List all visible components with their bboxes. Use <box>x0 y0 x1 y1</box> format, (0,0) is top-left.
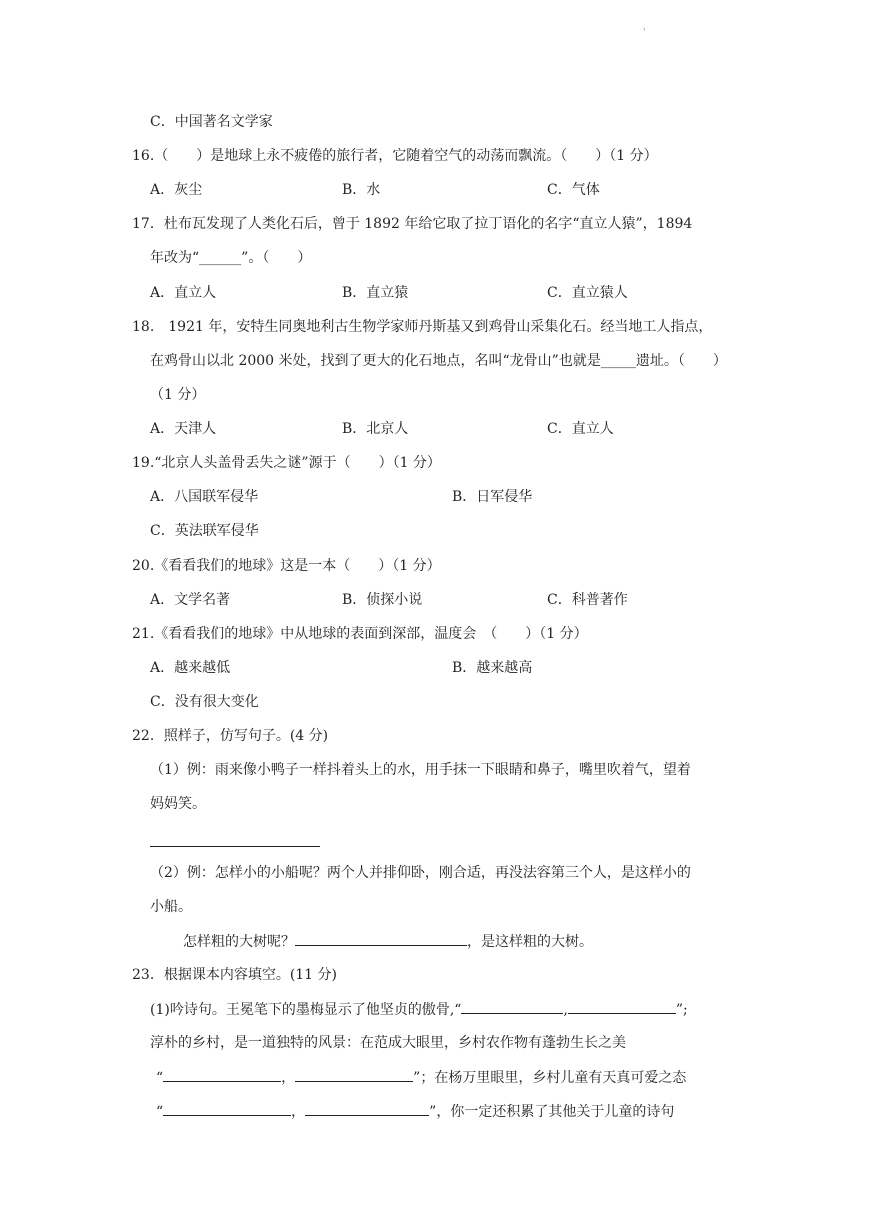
q23-line1-suffix: ”; <box>675 1002 688 1018</box>
q22-part2-prompt: 怎样粗的大树呢？ <box>183 934 295 950</box>
q23-blank-3[interactable] <box>163 1067 281 1082</box>
q20-stem: 20.《看看我们的地球》这是一本（ ）（1 分） <box>132 558 441 574</box>
q20-option-b[interactable]: B．侦探小说 <box>342 592 423 608</box>
q23-blank-4[interactable] <box>295 1067 413 1082</box>
q23-blank-1[interactable] <box>461 999 563 1014</box>
q21-option-a[interactable]: A．越来越低 <box>150 660 231 676</box>
q17-stem-line1: 17．杜布瓦发现了人类化石后，曾于 1892 年给它取了拉丁语化的名字“直立人猿”，1894 <box>132 216 693 232</box>
q17-stem-line2: 年改为“______”。（ ） <box>150 250 312 266</box>
q16-option-b[interactable]: B．水 <box>342 182 381 198</box>
q23-line1 <box>150 999 688 1020</box>
q19-option-b[interactable]: B．日军侵华 <box>452 489 533 505</box>
q19-option-c[interactable]: C．英法联军侵华 <box>150 523 259 539</box>
q23-line4 <box>156 1101 674 1122</box>
q18-stem-line2: 在鸡骨山以北 2000 米处，找到了更大的化石地点，名叫“龙骨山”也就是_____遗址。（ ） <box>150 353 727 369</box>
q23-line4-suffix: ”，你一定还积累了其他关于儿童的诗句 <box>429 1104 675 1120</box>
q18-stem-line3: （1 分） <box>150 387 206 403</box>
q16-option-c[interactable]: C．气体 <box>547 182 600 198</box>
q18-option-b[interactable]: B．北京人 <box>342 421 409 437</box>
q23-blank-6[interactable] <box>305 1101 429 1116</box>
q23-line1-prefix: (1)吟诗句。王冕笔下的墨梅显示了他坚贞的傲骨,“ <box>150 1002 462 1018</box>
q23-line4-sep: ， <box>291 1104 306 1120</box>
q22-part1-example-line1: （1）例：雨来像小鸭子一样抖着头上的水，用手抹一下眼睛和鼻子，嘴里吹着气，望着 <box>150 762 691 778</box>
q23-line2: 淳朴的乡村，是一道独特的风景：在范成大眼里，乡村农作物有蓬勃生长之美 <box>150 1035 626 1051</box>
q15-option-c: C．中国著名文学家 <box>150 114 273 130</box>
q17-option-c[interactable]: C．直立猿人 <box>547 285 628 301</box>
q23-line4-prefix: “ <box>156 1104 164 1120</box>
q22-part1-example-line2: 妈妈笑。 <box>150 796 206 812</box>
q19-stem: 19.“北京人头盖骨丢失之谜”源于（ ）（1 分） <box>132 455 441 471</box>
q23-line3-prefix: “ <box>156 1070 164 1086</box>
q17-option-b[interactable]: B．直立猿 <box>342 285 409 301</box>
q21-stem: 21.《看看我们的地球》中从地球的表面到深部，温度会 （ ）（1 分） <box>132 626 588 642</box>
q22-part2-fill-row <box>183 931 593 952</box>
q23-blank-5[interactable] <box>163 1101 291 1116</box>
q16-option-a[interactable]: A．灰尘 <box>150 182 203 198</box>
page-mark: ' <box>643 28 646 38</box>
q22-part1-answer-line[interactable] <box>150 846 320 847</box>
q22-part2-blank[interactable] <box>295 931 467 946</box>
q22-part2-example-line2: 小船。 <box>150 899 192 915</box>
q23-line3-sep: ， <box>281 1070 296 1086</box>
q20-option-a[interactable]: A．文学名著 <box>150 592 231 608</box>
q18-stem-line1: 18. 1921 年，安特生同奥地利古生物学家师丹斯基又到鸡骨山采集化石。经当地工人指点， <box>132 319 713 335</box>
q17-option-a[interactable]: A．直立人 <box>150 285 217 301</box>
q22-stem: 22．照样子，仿写句子。(4 分) <box>132 728 329 744</box>
q21-option-c[interactable]: C．没有很大变化 <box>150 694 259 710</box>
q23-blank-2[interactable] <box>568 999 676 1014</box>
q23-line3 <box>156 1067 686 1088</box>
q18-option-a[interactable]: A．天津人 <box>150 421 217 437</box>
q16-stem: 16.（ ）是地球上永不疲倦的旅行者，它随着空气的动荡而飘流。（ ）（1 分） <box>132 148 658 164</box>
q22-part2-example-line1: （2）例：怎样小的小船呢？两个人并排仰卧，刚合适，再没法容第三个人，是这样小的 <box>150 865 691 881</box>
q23-stem: 23．根据课本内容填空。(11 分) <box>132 967 338 983</box>
q20-option-c[interactable]: C．科普著作 <box>547 592 628 608</box>
q23-line1-sep: , <box>563 1002 568 1018</box>
q18-option-c[interactable]: C．直立人 <box>547 421 614 437</box>
q19-option-a[interactable]: A．八国联军侵华 <box>150 489 259 505</box>
q23-line3-suffix: ”；在杨万里眼里，乡村儿童有天真可爱之态 <box>413 1070 687 1086</box>
q22-part2-suffix: ，是这样粗的大树。 <box>467 934 593 950</box>
q21-option-b[interactable]: B．越来越高 <box>452 660 533 676</box>
